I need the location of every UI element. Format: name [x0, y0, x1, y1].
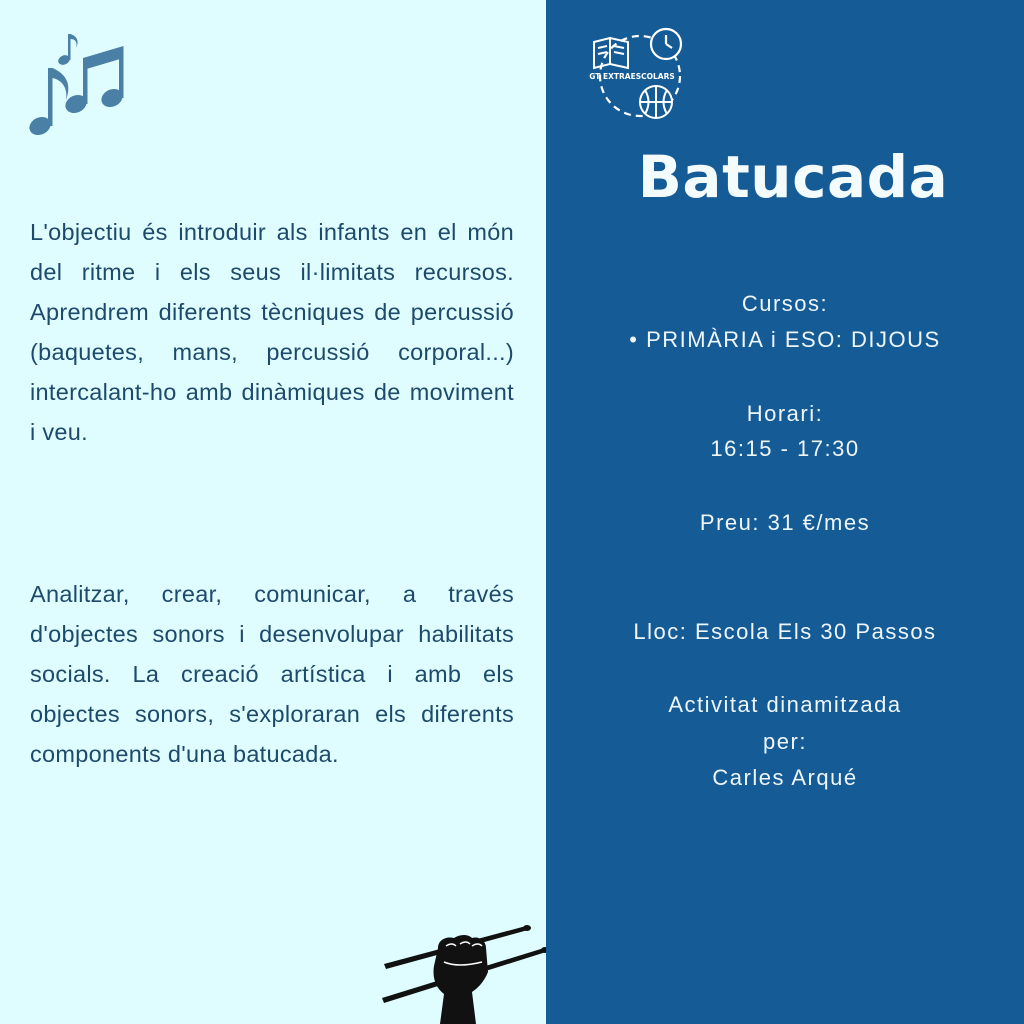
- cursos-label: Cursos:: [741, 291, 829, 316]
- dinamitzada-per: per:: [763, 729, 807, 754]
- instructor-name: Carles Arqué: [712, 765, 858, 790]
- music-notes-icon: [26, 28, 130, 144]
- lloc-text: Lloc: Escola Els 30 Passos: [633, 619, 937, 644]
- horari-label: Horari:: [746, 401, 824, 426]
- page-title: Batucada: [637, 143, 949, 211]
- fist-drumsticks-icon: [380, 918, 548, 1024]
- description-paragraph-1: L'objectiu és introduir als infants en el món del ritme i els seus il·limitats recursos. Aprendrem diferents tècniques de percussió (baquetes, mans, percussió corporal...) intercalant-ho amb dinàmiques de moviment i veu.: [30, 219, 514, 445]
- description-paragraph-2: Analitzar, crear, comunicar, a través d'objectes sonors i desenvolupar habilitats socials. La creació artística i amb els objectes sonors, s'exploraran els diferents components d'una batucada.: [30, 581, 514, 767]
- dinamitzada-label: Activitat dinamitzada: [668, 692, 902, 717]
- logo-text: GT EXTRAESCOLARS: [589, 72, 675, 81]
- gt-extraescolars-logo: [588, 24, 692, 124]
- horari-value: 16:15 - 17:30: [710, 436, 860, 461]
- preu-text: Preu: 31 €/mes: [699, 510, 871, 535]
- cursos-item: • PRIMÀRIA i ESO: DIJOUS: [629, 327, 941, 352]
